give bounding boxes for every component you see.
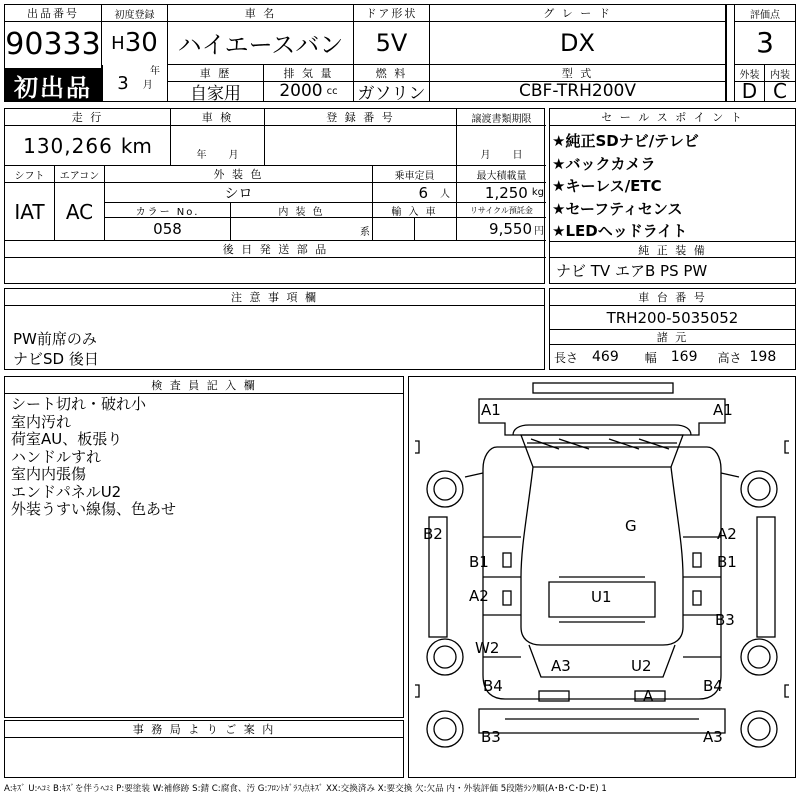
- height: 198: [749, 349, 777, 365]
- displacement-cell: [264, 81, 354, 102]
- int-color-cell: [231, 218, 373, 241]
- first-reg-label: 初度登録: [102, 4, 168, 22]
- damage-mark-g: G: [625, 517, 637, 535]
- model: CBF-TRH200V: [430, 81, 726, 102]
- history-label: 車 歴: [168, 65, 264, 82]
- max-load: 1,250: [484, 183, 528, 202]
- transfer-month-unit: 月: [480, 150, 491, 161]
- month: 3: [117, 72, 129, 94]
- chassis-block: [549, 288, 796, 370]
- sales-points-block: [549, 108, 796, 284]
- displacement: 2000: [279, 81, 323, 101]
- damage-mark-b1: B1: [717, 553, 737, 571]
- grade-label: グ レ ー ド: [430, 4, 726, 22]
- dims-label: 諸 元: [550, 330, 795, 345]
- sales-points-label: セ ー ル ス ポ イ ン ト: [550, 109, 795, 126]
- color-no-label: カラー No.: [105, 203, 231, 218]
- sales-point-item: ★キーレス/ETC: [552, 177, 662, 195]
- score: 3: [734, 21, 796, 65]
- inspector-line: 室内内張傷: [11, 465, 87, 483]
- mileage: 130,266: [23, 133, 113, 158]
- first-reg-year: [102, 21, 168, 65]
- car-diagram: [408, 376, 796, 778]
- info-block: [4, 108, 545, 284]
- inspector-label: 検 査 員 記 入 欄: [5, 377, 403, 394]
- ac-label: エアコン: [55, 166, 105, 183]
- fuel: ガソリン: [354, 81, 430, 102]
- damage-mark-b4: B4: [483, 677, 503, 695]
- sales-point-item: ★LEDヘッドライト: [552, 222, 688, 240]
- damage-mark-a1: A1: [713, 401, 733, 419]
- notes-lines: [13, 329, 99, 369]
- damage-mark-b4: B4: [703, 677, 723, 695]
- insp-month-unit: 月: [228, 150, 239, 161]
- import-left: [373, 218, 415, 241]
- reg-no-label: 登 録 番 号: [265, 109, 457, 126]
- recycle: 9,550: [489, 220, 532, 238]
- int-color-label: 内 装 色: [231, 203, 373, 218]
- car-name: ハイエースバン: [168, 21, 354, 65]
- int-score-label: 内装: [765, 65, 796, 82]
- shift: IAT: [5, 183, 55, 241]
- note-line: PW前席のみ: [13, 330, 97, 348]
- sales-point-item: ★セーフティセンス: [552, 199, 683, 218]
- displacement-unit: cc: [326, 85, 338, 97]
- note-line: ナビSD 後日: [13, 350, 99, 368]
- sales-points-list: [552, 130, 795, 243]
- ac: AC: [55, 183, 105, 241]
- first-listing-badge: 初出品: [4, 68, 102, 102]
- lot-no-label: 出品番号: [4, 4, 102, 22]
- recycle-unit: 円: [534, 225, 544, 237]
- lot-no: 90333: [4, 21, 102, 69]
- length: 469: [592, 349, 619, 365]
- transfer-day-unit: 日: [512, 150, 523, 161]
- inspector-line: 荷室AU、板張り: [11, 430, 123, 448]
- inspector-line: 外装うすい線傷、色あせ: [11, 500, 177, 518]
- office-label: 事 務 局 よ り ご 案 内: [5, 721, 403, 738]
- era: H: [111, 32, 125, 54]
- max-load-unit: kg: [531, 187, 544, 198]
- max-load-cell: [457, 183, 546, 203]
- damage-marks: [423, 401, 737, 746]
- inspector-lines: [11, 396, 176, 519]
- height-label: 高さ: [717, 350, 742, 365]
- later-parts-label: 後 日 発 送 部 品: [5, 241, 546, 258]
- damage-mark-a3: A3: [551, 657, 571, 675]
- fuel-label: 燃 料: [354, 65, 430, 82]
- notes-label: 注 意 事 項 欄: [5, 289, 544, 306]
- damage-mark-u2: U2: [631, 657, 652, 675]
- damage-mark-b2: B2: [423, 525, 443, 543]
- shift-label: シフト: [5, 166, 55, 183]
- first-reg-month: [102, 65, 168, 102]
- damage-mark-b3: B3: [481, 728, 501, 746]
- ext-score: D: [734, 81, 765, 102]
- sales-point-item: ★純正SDナビ/テレビ: [552, 132, 699, 150]
- damage-mark-a2: A2: [469, 587, 489, 605]
- import-label: 輸 入 車: [373, 203, 457, 218]
- inspection-value: [171, 126, 265, 166]
- transfer-label: 譲渡書類期限: [457, 109, 546, 126]
- sales-point-item: ★バックカメラ: [552, 154, 656, 173]
- year: 30: [124, 28, 158, 58]
- capacity-unit: 人: [440, 189, 450, 200]
- damage-mark-a1: A1: [481, 401, 501, 419]
- history: 自家用: [168, 81, 264, 102]
- door-label: ドア形状: [354, 4, 430, 22]
- car-name-label: 車 名: [168, 4, 354, 22]
- month-unit: 月: [142, 79, 153, 91]
- color-no: 058: [105, 218, 231, 241]
- equipment: ナビ TV エアB PS PW: [556, 262, 708, 280]
- ext-color: シロ: [105, 183, 373, 203]
- capacity-label: 乗車定員: [373, 166, 457, 183]
- chassis-label: 車 台 番 号: [550, 289, 795, 306]
- grade: DX: [430, 21, 726, 65]
- damage-mark-a3: A3: [703, 728, 723, 746]
- model-label: 型 式: [430, 65, 726, 82]
- car-diagram-svg: [409, 377, 795, 777]
- year-unit: 年: [150, 66, 160, 77]
- notes-block: [4, 288, 545, 370]
- insp-year-unit: 年: [196, 150, 207, 161]
- chassis-no: TRH200-5035052: [550, 306, 795, 330]
- score-label: 評価点: [734, 4, 796, 22]
- damage-mark-a: A: [643, 687, 654, 705]
- door: 5V: [354, 21, 430, 65]
- length-label: 長さ: [554, 350, 579, 365]
- inspection-label: 車 検: [171, 109, 265, 126]
- inspector-line: 室内汚れ: [11, 412, 72, 431]
- inspector-block: [4, 376, 404, 718]
- mileage-unit: km: [120, 133, 152, 158]
- inspector-line: エンドパネルU2: [11, 482, 122, 501]
- office-block: [4, 720, 404, 778]
- recycle-label: リサイクル預託金: [457, 203, 546, 218]
- damage-mark-b1: B1: [469, 553, 489, 571]
- damage-mark-a2: A2: [717, 525, 737, 543]
- width: 169: [670, 349, 698, 365]
- import-right: [415, 218, 457, 241]
- inspector-line: ハンドルすれ: [11, 447, 102, 466]
- transfer-value: [457, 126, 546, 166]
- int-score: C: [765, 81, 796, 102]
- capacity-cell: [373, 183, 457, 203]
- inspector-line: シート切れ・破れ小: [11, 395, 147, 413]
- dims-row: [550, 345, 795, 369]
- displacement-label: 排 気 量: [264, 65, 354, 82]
- capacity: 6: [418, 183, 428, 202]
- mileage-cell: [5, 126, 171, 166]
- ext-score-label: 外装: [734, 65, 765, 82]
- damage-mark-u1: U1: [591, 588, 612, 606]
- int-color-suffix: 系: [360, 227, 370, 238]
- legend: A:ｷｽﾞ U:ﾍｺﾐ B:ｷｽﾞを伴うﾍｺﾐ P:要塗装 W:補修跡 S:錆 C:腐食、汚 G:ﾌﾛﾝﾄｶﾞﾗｽ点ｷｽﾞ XX:交換済み X:要交換 欠:欠品 内・外装評価 5段階ﾗﾝｸ順(A･B･C･D･E) 1: [4, 784, 607, 794]
- mileage-label: 走 行: [5, 109, 171, 126]
- later-parts-value: [5, 258, 546, 283]
- width-label: 幅: [644, 350, 657, 365]
- reg-no-value: [265, 126, 457, 166]
- ext-color-label: 外 装 色: [105, 166, 373, 183]
- header-block: [4, 4, 796, 102]
- equipment-label: 純 正 装 備: [550, 242, 795, 258]
- max-load-label: 最大積載量: [457, 166, 546, 183]
- recycle-cell: [457, 218, 546, 241]
- damage-mark-b3: B3: [715, 611, 735, 629]
- damage-mark-w2: W2: [475, 639, 500, 657]
